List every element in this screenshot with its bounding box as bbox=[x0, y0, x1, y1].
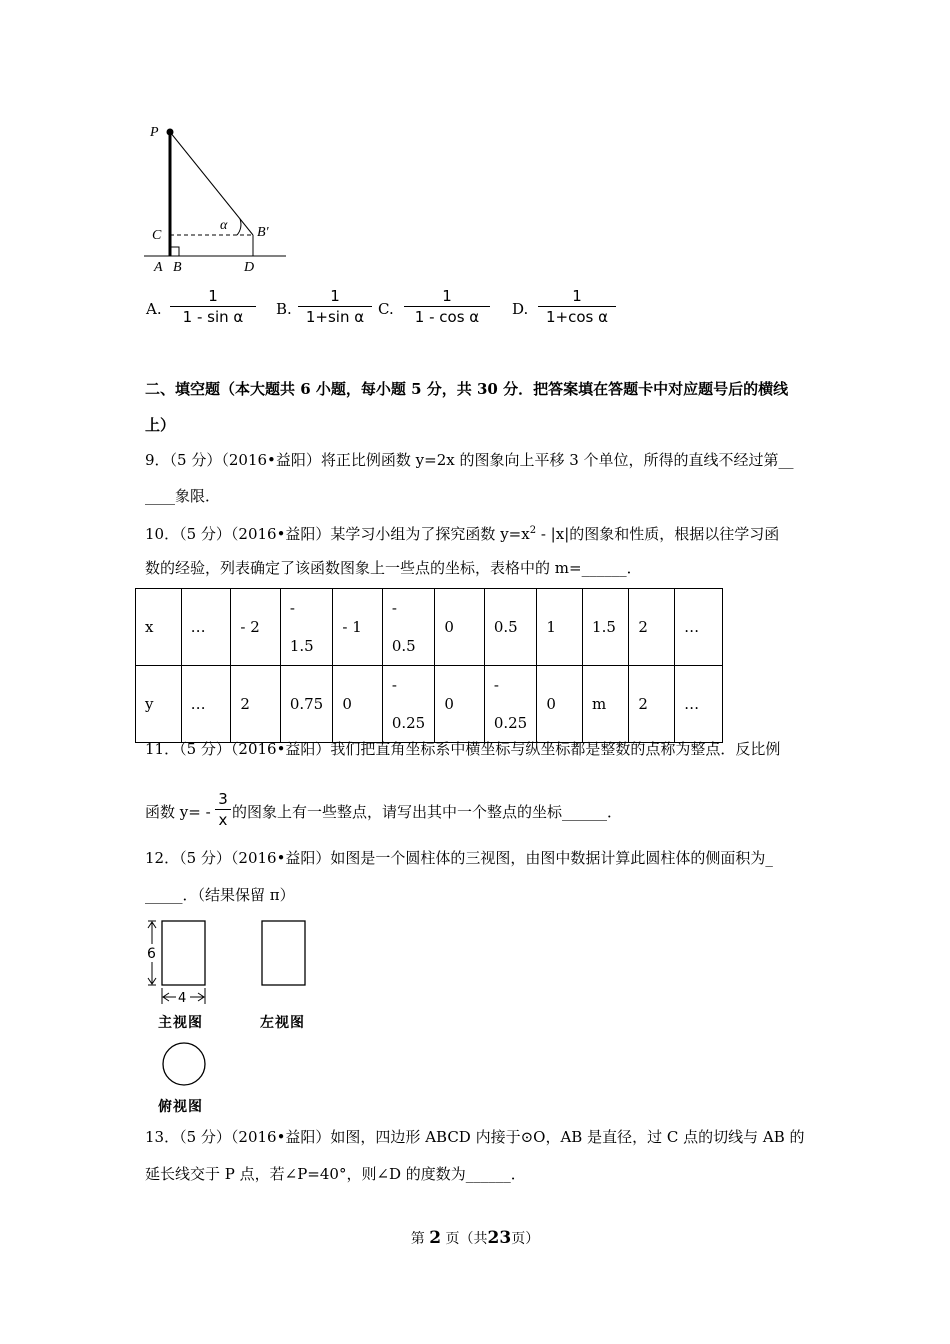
q10-value-table bbox=[135, 588, 723, 743]
table-cell: 0 bbox=[435, 589, 484, 666]
label-alpha: α bbox=[220, 218, 228, 233]
q10-line1: 10．（5 分）（2016•益阳）某学习小组为了探究函数 $y=x^2 - |x|$的图象和性质，根据以往学习函 bbox=[145, 525, 780, 543]
label-p: P bbox=[150, 125, 159, 140]
option-c-fraction: 1 1 - cos α bbox=[404, 287, 490, 326]
option-d-fraction: 1 1+cos α bbox=[538, 287, 616, 326]
label-a: A bbox=[154, 260, 163, 275]
caption-top-view: 俯视图 bbox=[158, 1099, 203, 1115]
q9-line1: 9．（5 分）（2016•益阳）将正比例函数 y=2x 的图象向上平移 3 个单位，所得的直线不经过第__ bbox=[145, 451, 794, 469]
q13-line1: 13．（5 分）（2016•益阳）如图，四边形 ABCD 内接于⊙O，AB 是直径，过 C 点的切线与 AB 的 bbox=[145, 1128, 805, 1146]
option-a-fraction: 1 1 - sin α bbox=[170, 287, 256, 326]
table-row bbox=[136, 589, 723, 666]
table-cell: … bbox=[675, 589, 723, 666]
option-d-label: D. bbox=[512, 300, 529, 318]
q13-line2: 延长线交于 P 点，若∠P=40°，则∠D 的度数为______． bbox=[145, 1165, 526, 1183]
option-c-label: C. bbox=[378, 300, 394, 318]
table-cell: 0 bbox=[333, 666, 382, 743]
table-cell: - 1.5 bbox=[280, 589, 333, 666]
table-cell: - 1 bbox=[333, 589, 382, 666]
q12-line2: _____．（结果保留 π） bbox=[145, 886, 295, 904]
label-b: B bbox=[173, 260, 182, 275]
table-cell: 2 bbox=[629, 666, 675, 743]
caption-left-view: 左视图 bbox=[260, 1015, 305, 1031]
label-c: C bbox=[152, 228, 162, 243]
table-cell: … bbox=[675, 666, 723, 743]
table-cell: 0.75 bbox=[280, 666, 333, 743]
label-d: D bbox=[244, 260, 255, 275]
table-cell: x bbox=[136, 589, 182, 666]
option-b-fraction: 1 1+sin α bbox=[298, 287, 372, 326]
table-cell: 0 bbox=[537, 666, 583, 743]
q12-line1: 12．（5 分）（2016•益阳）如图是一个圆柱体的三视图，由图中数据计算此圆柱体的侧面积为_ bbox=[145, 849, 773, 867]
q11-line2-rest: 的图象上有一些整点，请写出其中一个整点的坐标______． bbox=[232, 803, 623, 821]
option-a-label: A. bbox=[146, 300, 162, 318]
table-cell: … bbox=[181, 589, 231, 666]
top-view-circle bbox=[163, 1043, 205, 1085]
dim-height: 6 bbox=[147, 946, 156, 962]
page-footer: 第 2 页（共23页） bbox=[410, 1228, 540, 1248]
page-number: 2 bbox=[429, 1228, 442, 1248]
table-cell: - 0.5 bbox=[382, 589, 435, 666]
q11-fraction: 3 x bbox=[215, 790, 231, 829]
q11-line2: 函数 y= - bbox=[145, 803, 211, 821]
page-total: 23 bbox=[487, 1228, 512, 1248]
table-cell: … bbox=[181, 666, 231, 743]
table-cell: 0 bbox=[435, 666, 484, 743]
option-b-label: B. bbox=[276, 300, 292, 318]
table-cell: - 2 bbox=[231, 589, 280, 666]
angle-alpha-arc bbox=[237, 219, 241, 235]
table-cell: 1.5 bbox=[583, 589, 629, 666]
table-row bbox=[136, 666, 723, 743]
q10-line2: 数的经验，列表确定了该函数图象上一些点的坐标，表格中的 m=______． bbox=[145, 559, 642, 577]
q9-line2: ____象限． bbox=[145, 487, 221, 505]
front-view-rect bbox=[162, 921, 205, 985]
section-heading: 二、填空题（本大题共 6 小题，每小题 5 分，共 30 分．把答案填在答题卡中对应题号后的横线 bbox=[145, 380, 789, 398]
table-cell: - 0.25 bbox=[484, 666, 537, 743]
table-cell: 2 bbox=[231, 666, 280, 743]
label-b-prime: B′ bbox=[257, 225, 269, 240]
q11-line1: 11．（5 分）（2016•益阳）我们把直角坐标系中横坐标与纵坐标都是整数的点称为整点．反比例 bbox=[145, 740, 781, 758]
table-cell: 2 bbox=[629, 589, 675, 666]
table-cell: m bbox=[583, 666, 629, 743]
dim-width: 4 bbox=[178, 991, 187, 1006]
left-view-rect bbox=[262, 921, 305, 985]
geometry-figure-pole bbox=[140, 118, 290, 278]
section-heading-line2: 上） bbox=[145, 416, 176, 434]
table-cell: y bbox=[136, 666, 182, 743]
table-cell: 0.5 bbox=[484, 589, 537, 666]
table-cell: 1 bbox=[537, 589, 583, 666]
table-cell: - 0.25 bbox=[382, 666, 435, 743]
caption-front-view: 主视图 bbox=[158, 1015, 203, 1031]
